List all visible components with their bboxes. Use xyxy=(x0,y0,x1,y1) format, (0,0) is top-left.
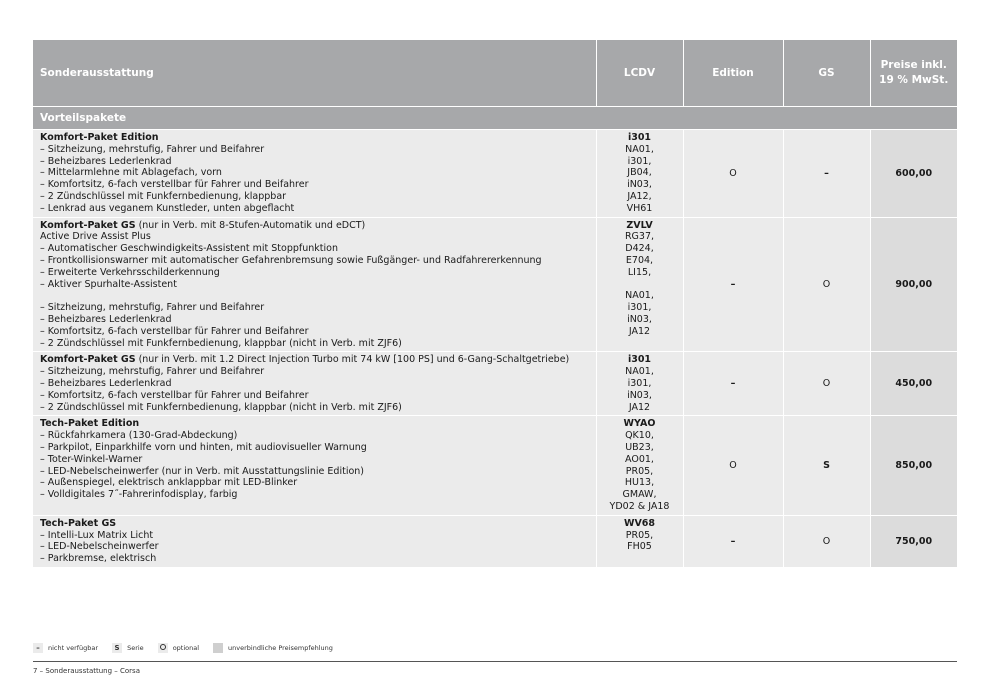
legend-dash-symbol: – xyxy=(33,643,43,653)
package-feature-line: – Erweiterte Verkehrsschilderkennung xyxy=(40,266,220,278)
package-note: (nur in Verb. mit 1.2 Direct Injection Turbo mit 74 kW [100 PS] und 6-Gang-Schaltgetriebe) xyxy=(135,354,570,366)
package-price: 600,00 xyxy=(870,130,957,218)
table-row xyxy=(33,352,957,416)
legend xyxy=(33,643,347,653)
lcdv-code: D424, xyxy=(625,243,654,255)
header-lcdv: LCDV xyxy=(596,40,683,107)
header-price xyxy=(870,40,957,107)
package-feature-line: – Mittelarmlehne mit Ablagefach, vorn xyxy=(40,167,222,179)
group-title: Vorteilspakete xyxy=(33,107,957,130)
lcdv-code xyxy=(597,279,683,291)
package-feature-line: – Lenkrad aus veganem Kunstleder, unten abgeflacht xyxy=(40,202,295,214)
lcdv-code: E704, xyxy=(625,254,654,266)
lcdv-code: PR05, xyxy=(625,529,654,541)
package-note: (nur in Verb. mit 8-Stufen-Automatik und eDCT) xyxy=(135,219,366,231)
equipment-table-container xyxy=(33,40,957,568)
lcdv-codes xyxy=(596,352,683,416)
package-feature-line: – Beheizbares Lederlenkrad xyxy=(40,155,172,167)
lcdv-code: JA12 xyxy=(628,325,651,337)
package-description xyxy=(33,352,596,416)
header-feature: Sonderausstattung xyxy=(33,40,596,107)
lcdv-code: iN03, xyxy=(627,313,652,325)
edition-availability: O xyxy=(683,130,783,218)
lcdv-main-code: WYAO xyxy=(623,418,656,430)
package-price: 850,00 xyxy=(870,416,957,515)
lcdv-main-code: i301 xyxy=(627,132,652,143)
legend-optional-label: optional xyxy=(172,644,200,652)
table-header-row xyxy=(33,40,957,107)
legend-item-unavailable xyxy=(33,643,98,653)
lcdv-codes xyxy=(596,416,683,515)
lcdv-code: NA01, xyxy=(625,290,654,302)
lcdv-code: LI15, xyxy=(627,266,652,278)
lcdv-code: iN03, xyxy=(627,389,652,401)
package-feature-line: – Komfortsitz, 6-fach verstellbar für Fahrer und Beifahrer xyxy=(40,179,309,191)
lcdv-code: PR05, xyxy=(625,465,654,477)
package-feature-line: – 2 Zündschlüssel mit Funkfernbedienung, klappbar (nicht in Verb. mit ZJF6) xyxy=(40,337,402,349)
table-row xyxy=(33,217,957,352)
lcdv-code: i301, xyxy=(627,377,652,389)
legend-item-standard xyxy=(112,643,144,653)
package-description xyxy=(33,217,596,352)
package-title: Komfort-Paket GS xyxy=(40,219,136,231)
lcdv-code: NA01, xyxy=(625,366,654,378)
package-price: 900,00 xyxy=(870,217,957,352)
lcdv-code: UB23, xyxy=(625,441,654,453)
package-description xyxy=(33,416,596,515)
header-price-line2: 19 % MwSt. xyxy=(879,74,949,86)
header-price-line1: Preise inkl. xyxy=(880,59,947,71)
gs-availability: O xyxy=(783,217,870,352)
lcdv-code: AO01, xyxy=(625,453,654,465)
package-feature-line: – Sitzheizung, mehrstufig, Fahrer und Beifahrer xyxy=(40,143,265,155)
package-feature-line: – Außenspiegel, elektrisch anklappbar mit LED-Blinker xyxy=(40,477,298,489)
package-feature-line: – Toter-Winkel-Warner xyxy=(40,453,143,465)
table-row xyxy=(33,515,957,567)
lcdv-main-code: ZVLV xyxy=(626,219,653,231)
package-feature-line: – Rückfahrkamera (130-Grad-Abdeckung) xyxy=(40,430,238,442)
package-feature-line: – Parkbremse, elektrisch xyxy=(40,553,157,565)
package-feature-line: – Aktiver Spurhalte-Assistent xyxy=(40,278,177,290)
package-feature-line: – Frontkollisionswarner mit automatischer Gefahrenbremsung sowie Fußgänger- und Radfahrererkennung xyxy=(40,254,542,266)
package-feature-line: – Beheizbares Lederlenkrad xyxy=(40,313,172,325)
package-feature-line: – 2 Zündschlüssel mit Funkfernbedienung, klappbar xyxy=(40,190,287,202)
lcdv-code: FH05 xyxy=(627,541,652,553)
package-feature-line: – 2 Zündschlüssel mit Funkfernbedienung, klappbar (nicht in Verb. mit ZJF6) xyxy=(40,401,402,413)
edition-availability: O xyxy=(683,416,783,515)
edition-availability: – xyxy=(683,217,783,352)
group-row xyxy=(33,107,957,130)
legend-unavailable-label: nicht verfügbar xyxy=(48,644,99,652)
gs-availability: O xyxy=(783,352,870,416)
package-price: 450,00 xyxy=(870,352,957,416)
table-row xyxy=(33,130,957,218)
lcdv-codes xyxy=(596,217,683,352)
package-feature-line: – Automatischer Geschwindigkeits-Assistent mit Stoppfunktion xyxy=(40,243,338,255)
header-gs: GS xyxy=(783,40,870,107)
legend-s-symbol: S xyxy=(112,643,122,653)
lcdv-code: YD02 & JA18 xyxy=(609,500,670,512)
lcdv-main-code: WV68 xyxy=(623,517,656,529)
package-title: Komfort-Paket Edition xyxy=(40,132,159,143)
legend-optional-circle-icon xyxy=(158,643,168,653)
package-feature-line: – Komfortsitz, 6-fach verstellbar für Fahrer und Beifahrer xyxy=(40,389,309,401)
legend-item-price xyxy=(213,643,333,653)
lcdv-code: i301, xyxy=(627,302,652,314)
package-feature-line: – Parkpilot, Einparkhilfe vorn und hinten, mit audiovisueller Warnung xyxy=(40,441,367,453)
package-feature-line: – Volldigitales 7˝-Fahrerinfodisplay, farbig xyxy=(40,489,238,501)
lcdv-code: i301, xyxy=(627,155,652,167)
legend-price-swatch xyxy=(213,643,223,653)
lcdv-main-code: i301 xyxy=(627,354,652,366)
lcdv-code: iN03, xyxy=(627,179,652,191)
package-description xyxy=(33,130,596,218)
legend-item-optional xyxy=(158,643,199,653)
lcdv-code: GMAW, xyxy=(622,489,657,501)
package-price: 750,00 xyxy=(870,515,957,567)
footer-divider xyxy=(33,661,957,662)
package-feature-line: – Beheizbares Lederlenkrad xyxy=(40,377,172,389)
package-title: Tech-Paket GS xyxy=(40,517,117,529)
gs-availability: O xyxy=(783,515,870,567)
lcdv-code: NA01, xyxy=(625,143,654,155)
lcdv-code: JA12, xyxy=(627,190,652,202)
lcdv-codes xyxy=(596,130,683,218)
package-feature-line: – Sitzheizung, mehrstufig, Fahrer und Beifahrer xyxy=(40,302,265,314)
edition-availability: – xyxy=(683,352,783,416)
equipment-table xyxy=(33,40,957,568)
edition-availability: – xyxy=(683,515,783,567)
page-footer: 7 – Sonderausstattung – Corsa xyxy=(33,667,140,675)
package-feature-line: – Intelli-Lux Matrix Licht xyxy=(40,529,154,541)
package-description xyxy=(33,515,596,567)
lcdv-codes xyxy=(596,515,683,567)
legend-standard-label: Serie xyxy=(127,644,144,652)
table-row xyxy=(33,416,957,515)
lcdv-code: RG37, xyxy=(624,231,655,243)
header-edition: Edition xyxy=(683,40,783,107)
package-feature-line xyxy=(40,290,590,302)
package-feature-line: – Sitzheizung, mehrstufig, Fahrer und Beifahrer xyxy=(40,366,265,378)
lcdv-code: QK10, xyxy=(625,430,654,442)
lcdv-code: HU13, xyxy=(624,477,655,489)
package-title: Tech-Paket Edition xyxy=(40,418,140,430)
lcdv-code: JB04, xyxy=(627,167,652,179)
package-title: Komfort-Paket GS xyxy=(40,354,136,366)
gs-availability: S xyxy=(783,416,870,515)
gs-availability: – xyxy=(783,130,870,218)
lcdv-code: VH61 xyxy=(626,202,653,214)
package-feature-line: – LED-Nebelscheinwerfer xyxy=(40,541,159,553)
lcdv-code: JA12 xyxy=(628,401,651,413)
package-feature-line: Active Drive Assist Plus xyxy=(40,231,151,243)
package-feature-line: – LED-Nebelscheinwerfer (nur in Verb. mit Ausstattungslinie Edition) xyxy=(40,465,364,477)
package-feature-line: – Komfortsitz, 6-fach verstellbar für Fahrer und Beifahrer xyxy=(40,325,309,337)
legend-price-label: unverbindliche Preisempfehlung xyxy=(228,644,333,652)
